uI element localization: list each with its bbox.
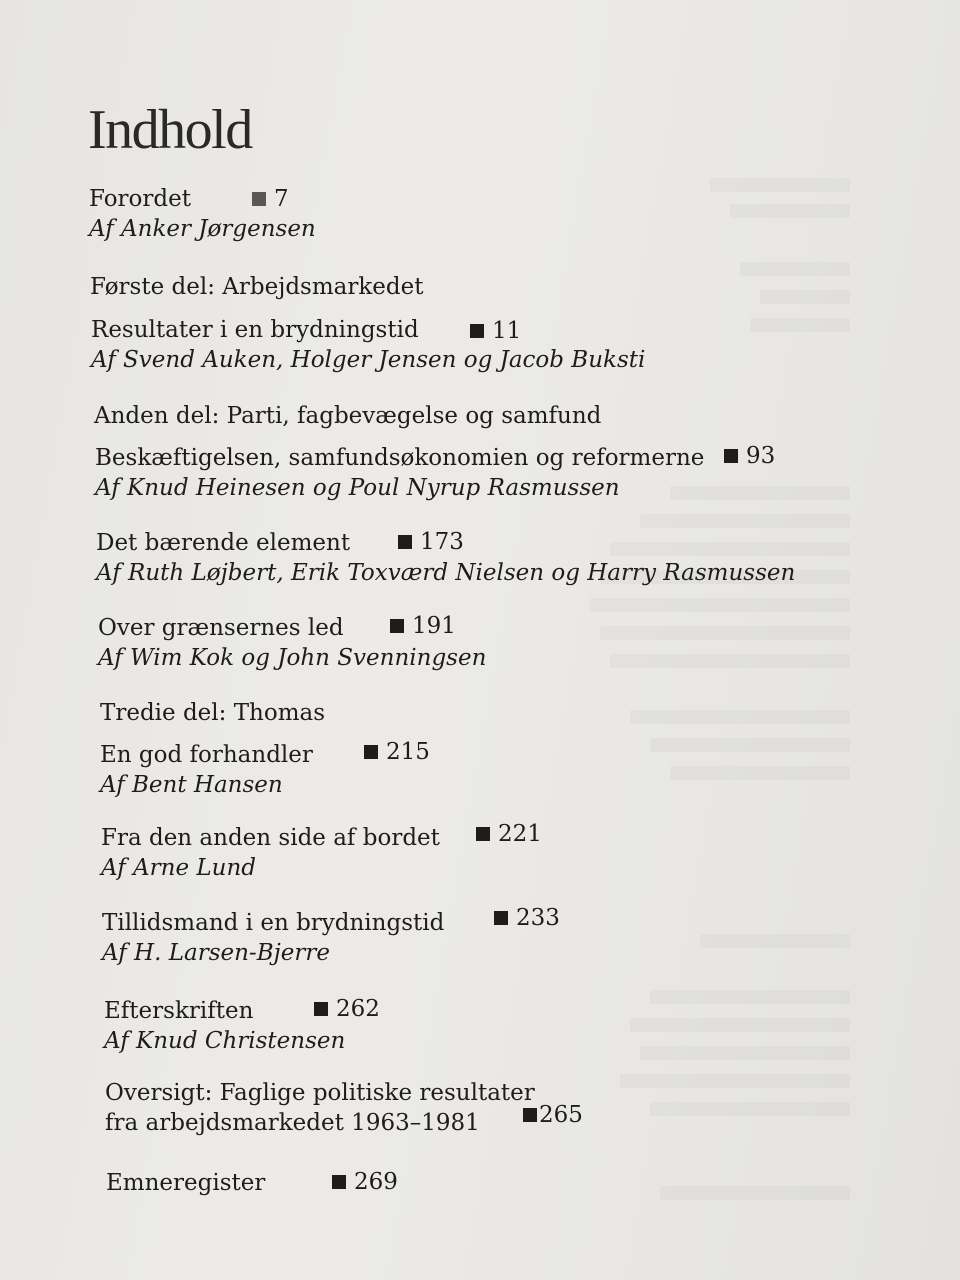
show-through xyxy=(650,990,850,1004)
square-bullet-icon xyxy=(494,911,508,925)
entry-page xyxy=(724,441,775,471)
entry-page xyxy=(332,1167,398,1197)
entry-author: Af H. Larsen-Bjerre xyxy=(102,940,330,966)
entry-page xyxy=(398,527,464,557)
show-through xyxy=(670,766,850,780)
square-bullet-icon xyxy=(724,449,738,463)
show-through xyxy=(630,1018,850,1032)
show-through xyxy=(640,514,850,528)
page-title: Indhold xyxy=(88,99,252,161)
entry-author: Af Wim Kok og John Svenningsen xyxy=(98,645,487,671)
square-bullet-icon xyxy=(523,1108,537,1122)
toc-entry xyxy=(101,823,440,883)
toc-entry xyxy=(100,740,313,800)
show-through xyxy=(600,626,850,640)
square-bullet-icon xyxy=(398,535,412,549)
entry-title: Forordet xyxy=(89,186,191,212)
show-through xyxy=(590,598,850,612)
entry-title: Oversigt: Faglige politiske resultater xyxy=(105,1080,535,1106)
show-through xyxy=(650,1102,850,1116)
page-number: 269 xyxy=(354,1169,398,1195)
entry-author: Af Anker Jørgensen xyxy=(89,216,316,242)
entry-page xyxy=(523,1100,583,1130)
square-bullet-icon xyxy=(476,827,490,841)
page-number: 262 xyxy=(336,996,380,1022)
section-heading: Anden del: Parti, fagbevægelse og samfund xyxy=(94,403,602,429)
show-through xyxy=(610,654,850,668)
square-bullet-icon xyxy=(390,619,404,633)
page-number: 93 xyxy=(746,443,776,469)
entry-title-continued: fra arbejdsmarkedet 1963–1981 xyxy=(105,1110,480,1136)
entry-page xyxy=(494,903,560,933)
toc-entry xyxy=(104,996,345,1056)
square-bullet-icon xyxy=(314,1002,328,1016)
entry-author: Af Arne Lund xyxy=(101,855,256,881)
entry-title: Tillidsmand i en brydningstid xyxy=(102,910,445,936)
page-number: 233 xyxy=(516,905,560,931)
entry-page xyxy=(364,737,430,767)
entry-author: Af Knud Christensen xyxy=(104,1028,346,1054)
page-number: 173 xyxy=(420,529,464,555)
section-heading: Første del: Arbejdsmarkedet xyxy=(90,274,424,300)
show-through xyxy=(730,204,850,218)
entry-page xyxy=(470,316,521,346)
entry-page xyxy=(314,994,380,1024)
show-through xyxy=(650,738,850,752)
entry-title: En god forhandler xyxy=(100,742,313,768)
show-through xyxy=(710,178,850,192)
entry-title: Resultater i en brydningstid xyxy=(91,317,419,343)
entry-author: Af Knud Heinesen og Poul Nyrup Rasmussen xyxy=(95,475,620,501)
entry-page xyxy=(390,611,456,641)
show-through xyxy=(740,262,850,276)
toc-entry xyxy=(105,1078,535,1138)
square-bullet-icon xyxy=(332,1175,346,1189)
entry-title: Fra den anden side af bordet xyxy=(101,825,440,851)
show-through xyxy=(640,1046,850,1060)
show-through xyxy=(660,1186,850,1200)
entry-author: Af Svend Auken, Holger Jensen og Jacob Buksti xyxy=(91,347,646,373)
entry-title: Efterskriften xyxy=(104,998,254,1024)
page-number: 265 xyxy=(539,1102,583,1128)
toc-entry xyxy=(106,1168,265,1198)
entry-page xyxy=(252,184,289,214)
show-through xyxy=(630,710,850,724)
entry-title: Det bærende element xyxy=(96,530,351,556)
page-number: 11 xyxy=(492,318,522,344)
show-through xyxy=(700,934,850,948)
page-number: 215 xyxy=(386,739,430,765)
entry-title: Over grænsernes led xyxy=(98,615,344,641)
page-number: 221 xyxy=(498,821,542,847)
entry-title: Beskæftigelsen, samfundsøkonomien og reformerne xyxy=(95,445,705,471)
toc-entry xyxy=(102,908,444,968)
entry-title: Emneregister xyxy=(106,1170,266,1196)
show-through xyxy=(750,318,850,332)
show-through xyxy=(620,1074,850,1088)
page-number: 191 xyxy=(412,613,456,639)
section-heading: Tredie del: Thomas xyxy=(100,700,326,726)
show-through xyxy=(760,290,850,304)
toc-entry xyxy=(95,443,704,503)
toc-entry xyxy=(91,315,645,375)
entry-author: Af Bent Hansen xyxy=(100,772,283,798)
square-bullet-icon xyxy=(364,745,378,759)
square-bullet-icon xyxy=(252,192,266,206)
square-bullet-icon xyxy=(470,324,484,338)
entry-author: Af Ruth Løjbert, Erik Toxværd Nielsen og Harry Rasmussen xyxy=(96,560,796,586)
entry-page xyxy=(476,819,542,849)
page-number: 7 xyxy=(274,186,289,212)
